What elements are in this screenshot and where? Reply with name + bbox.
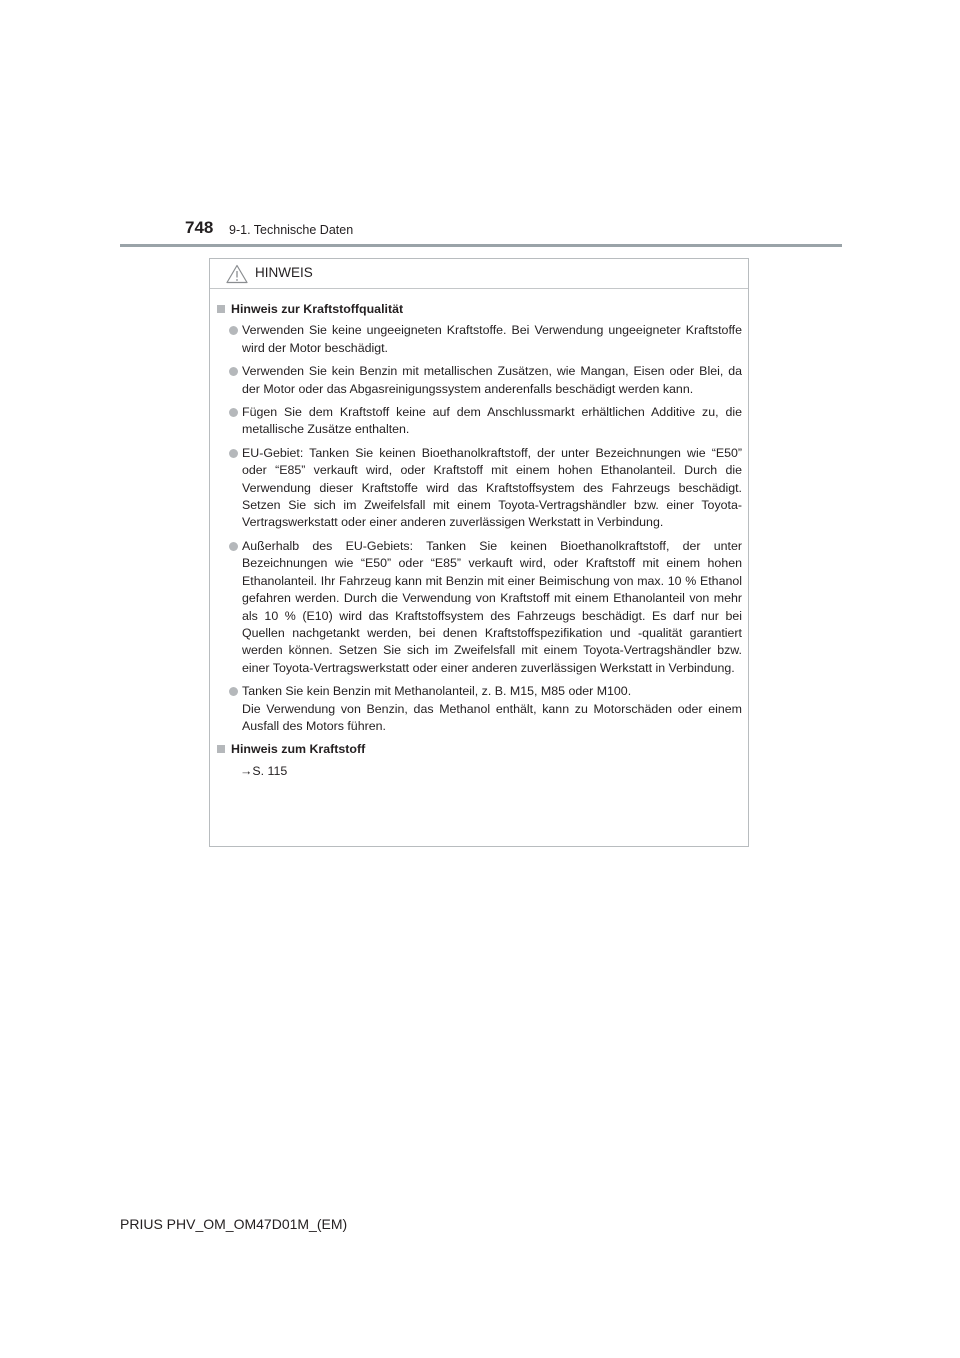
list-item-text: Fügen Sie dem Kraftstoff keine auf dem Anschlussmarkt erhältlichen Additive zu, die metallische Zusätze enthalten. [242,405,742,437]
list-item [217,445,742,532]
bullet-dot-icon [229,367,238,376]
notice-box [209,258,749,847]
list-item [217,363,742,398]
list-item-text: Tanken Sie kein Benzin mit Methanolanteil, z. B. M15, M85 oder M100. [242,684,632,699]
subheading-text: Hinweis zum Kraftstoff [231,742,366,757]
list-item [217,538,742,677]
list-item-text: EU-Gebiet: Tanken Sie keinen Bioethanolkraftstoff, der unter Bezeichnungen wie “E50” oder “E85” verkauft wird, oder Kraftstoff mit einem hohen Ethanolanteil. Durch die Verwendung dieser Kraftstoffe wird das Kraftstoffsystem des Fahrzeugs beschädigt. Setzen Sie sich im Zweifelsfall mit einem Toyota-Vertragshändler bzw. einer Toyota-Vertragswerkstatt oder einer anderen zuverlässigen Werkstatt in Verbindung. [242,445,742,530]
list-item-text: Die Verwendung von Benzin, das Methanol enthält, kann zu Motorschäden oder einem Ausfall des Motors führen. [242,701,742,733]
list-item-text: Außerhalb des EU-Gebiets: Tanken Sie keinen Bioethanolkraftstoff, der unter Bezeichnungen wie “E50” oder “E85” verkauft wird, oder Kraftstoff mit einem hohen Ethanolanteil. Ihr Fahrzeug kann mit Benzin mit einer Beimischung von max. 10 % Ethanol gefahren werden. Durch die Verwendung von Kraftstoff mit einem Ethanolanteil von mehr als 10 % (E10) wird das Kraftstoffsystem des Fahrzeugs beschädigt. Es darf nur bei Quellen nachgetankt werden, bei denen Kraftstoffspezifikation und -qualität garantiert werden können. Setzen Sie sich im Zweifelsfall mit einem Toyota-Vertragshändler bzw. einer Toyota-Vertragswerkstatt oder einer anderen zuverlässigen Werkstatt in Verbindung. [242,538,742,675]
bullet-dot-icon [229,408,238,417]
notice-title: HINWEIS [255,265,313,280]
warning-triangle-icon [226,264,248,284]
subheading-text: Hinweis zur Kraftstoffqualität [231,302,404,316]
bullet-dot-icon [229,687,238,696]
bullet-dot-icon [229,326,238,335]
subheading-fuel [217,741,742,758]
notice-content [210,289,748,780]
square-bullet-icon [217,745,225,753]
list-item-text: Verwenden Sie keine ungeeigneten Kraftstoffe. Bei Verwendung ungeeigneter Kraftstoffe wird der Motor beschädigt. [242,323,742,355]
document-footer: PRIUS PHV_OM_OM47D01M_(EM) [120,1216,348,1232]
bullet-dot-icon [229,542,238,551]
header-rule [120,244,842,247]
list-item [217,683,742,735]
page-reference-link[interactable]: →S. 115 [240,763,288,778]
list-item-text: Verwenden Sie kein Benzin mit metallischen Zusätzen, wie Mangan, Eisen oder Blei, da der Motor oder das Abgasreinigungssystem anderenfalls beschädigt werden kann. [242,364,742,396]
list-item [217,322,742,357]
subheading-fuel-quality [217,301,742,318]
notice-header [210,259,748,289]
bullet-dot-icon [229,449,238,458]
square-bullet-icon [217,305,225,313]
list-item [217,404,742,439]
page-number: 748 [185,218,214,237]
section-title: 9-1. Technische Daten [229,223,354,237]
